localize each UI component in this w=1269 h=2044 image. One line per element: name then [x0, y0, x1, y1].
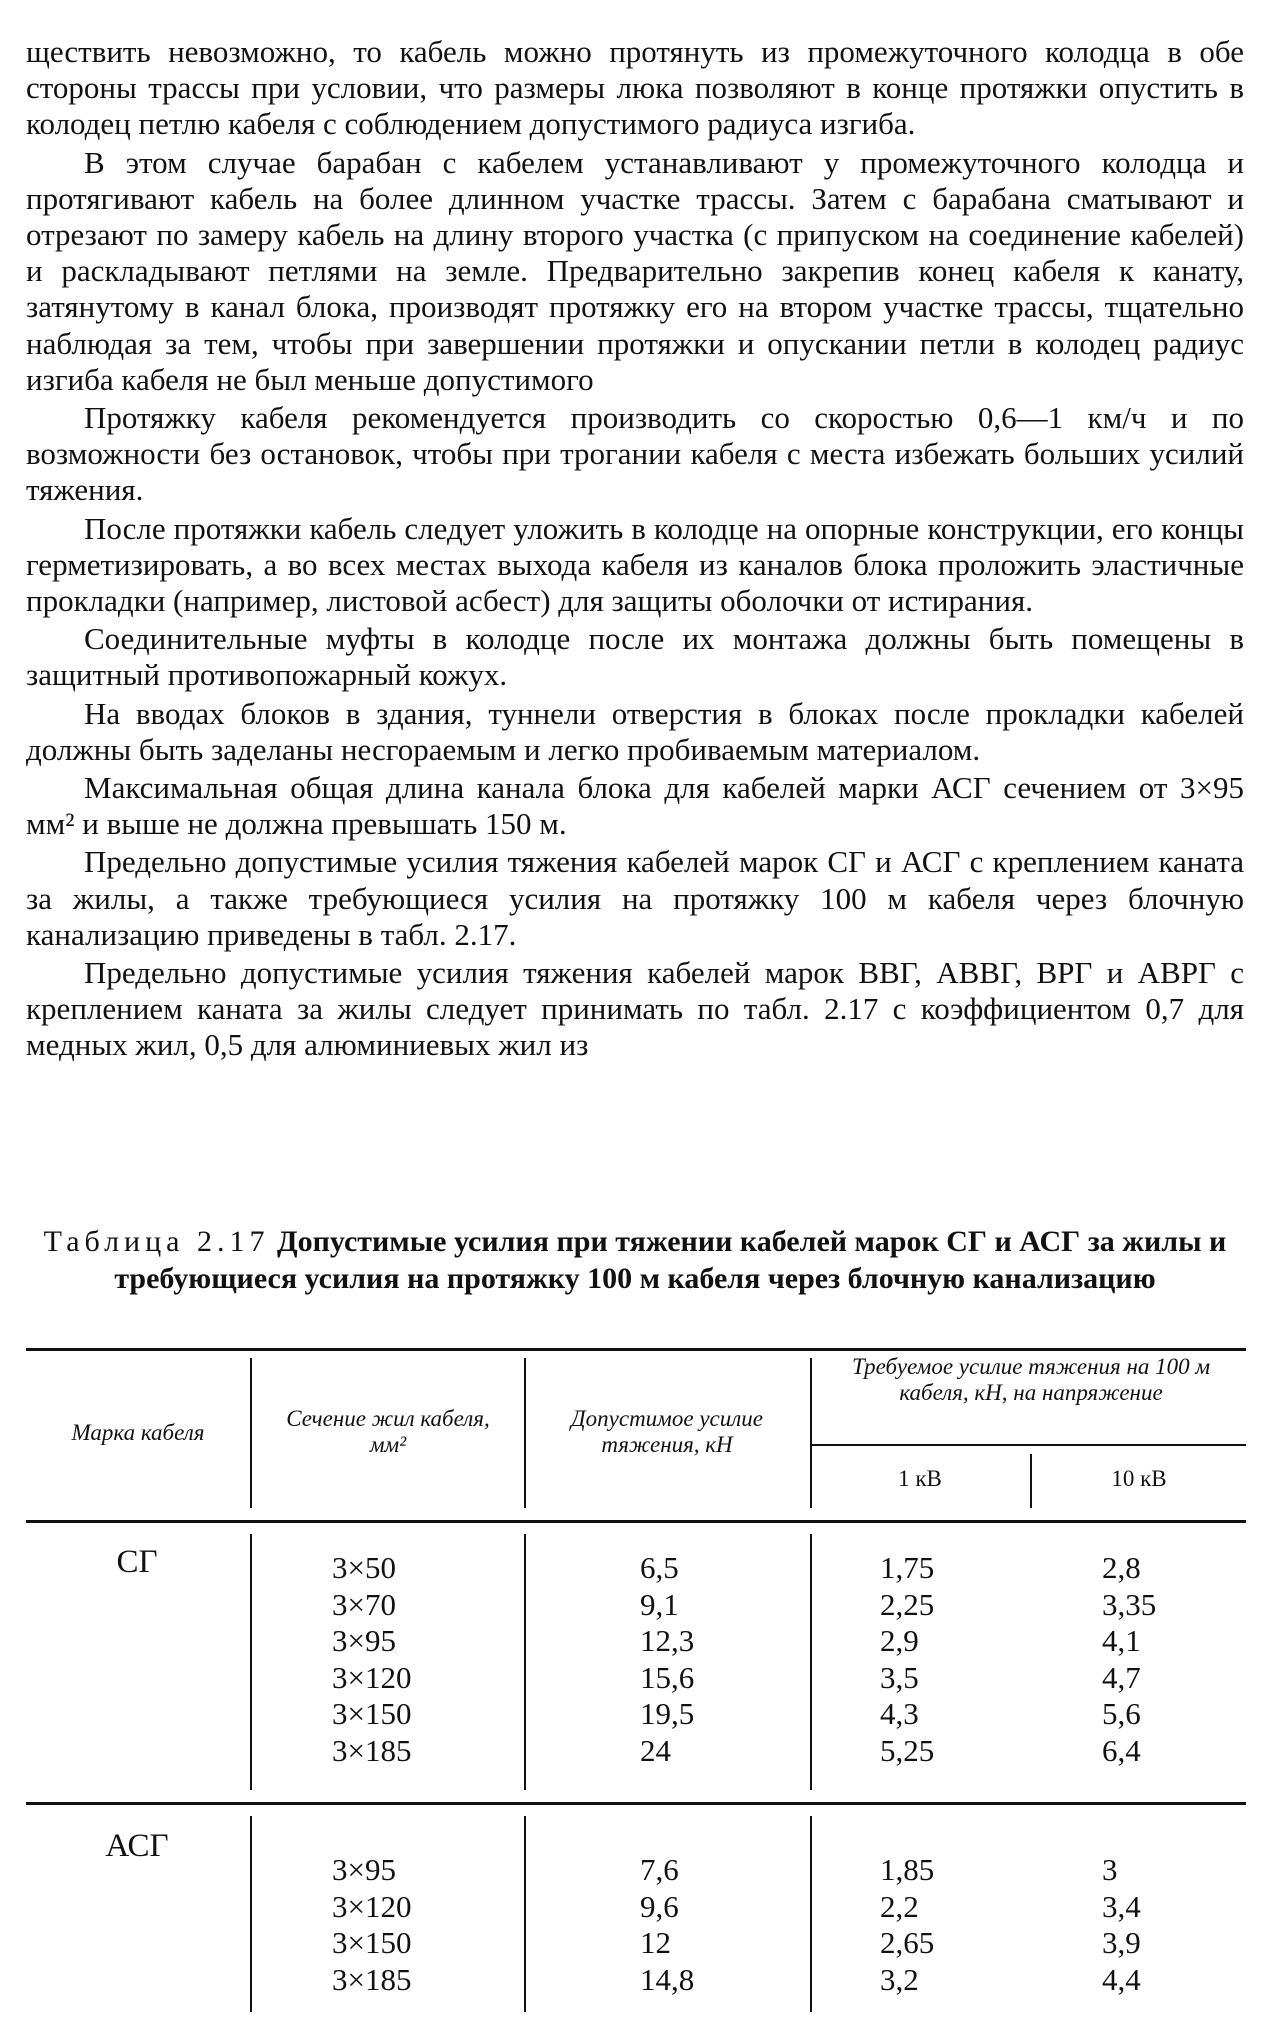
kv1-force-cell: 2,25 — [880, 1586, 935, 1622]
section-cell: 3×185 — [332, 1732, 412, 1768]
section-cell: 3×185 — [332, 1961, 412, 1997]
kv1-force-column — [880, 1550, 934, 1770]
section-cell: 3×120 — [332, 1659, 412, 1695]
table-header-rule — [26, 1520, 1246, 1523]
section-column — [332, 1550, 411, 1770]
paragraph: В этом случае барабан с кабелем устанавливают у промежуточного колодца и протягивают кабель на более длинном участке трассы. Затем с барабана сматывают и отрезают по замеру кабель на длину второго участка (с припуском на соединение кабелей) и раскладывают петлями на земле. Предварительно закрепив конец кабеля к канату, затянутому в канал блока, производят протяжку его на втором участке трассы, тщательно наблюдая за тем, чтобы при завершении протяжки и опускании петли в колодец радиус изгиба кабеля не был меньше допустимого — [26, 144, 1244, 397]
kv10-force-cell: 4,4 — [1102, 1961, 1141, 1997]
kv10-force-cell: 3,35 — [1102, 1586, 1157, 1622]
table-caption-label: Таблица 2.17 — [43, 1225, 270, 1258]
header-1kv: 1 кВ — [898, 1466, 942, 1491]
section-cell: 3×50 — [332, 1550, 396, 1585]
kv10-force-cell: 4,7 — [1102, 1659, 1141, 1695]
section-cell: 3×150 — [332, 1925, 412, 1961]
allowed-force-cell: 9,6 — [640, 1888, 679, 1924]
kv10-force-cell: 3 — [1102, 1852, 1118, 1887]
cable-brand: АСГ — [105, 1828, 169, 1864]
paragraph: Предельно допустимые усилия тяжения кабелей марок СГ и АСГ с креплением каната за жилы, а также требующиеся усилия на протяжку 100 м кабеля через блочную канализацию приведены в табл. 2.17. — [26, 844, 1244, 952]
table-top-rule — [26, 1348, 1246, 1351]
kv10-force-cell: 4,1 — [1102, 1623, 1141, 1659]
allowed-force-cell: 9,1 — [640, 1586, 679, 1622]
paragraph: Предельно допустимые усилия тяжения кабелей марок ВВГ, АВВГ, ВРГ и АВРГ с креплением каната за жилы следует принимать по табл. 2.17 с коэффициентом 0,7 для медных жил, 0,5 для алюминиевых жил из — [26, 955, 1244, 1063]
allowed-force-cell: 12,3 — [640, 1623, 695, 1659]
kv10-force-column — [1102, 1852, 1141, 1998]
kv1-force-column — [880, 1852, 934, 1998]
header-section: Сечение жил кабеля, мм² — [286, 1406, 490, 1457]
header-10kv: 10 кВ — [1111, 1466, 1167, 1491]
kv1-force-cell: 3,5 — [880, 1659, 919, 1695]
column-divider — [810, 1816, 812, 2012]
table-caption-title: Допустимые усилия при тяжении кабелей марок СГ и АСГ за жилы и требующиеся усилия на протяжку 100 м кабеля через блочную канализацию — [114, 1225, 1227, 1295]
paragraph: Соединительные муфты в колодце после их монтажа должны быть помещены в защитный противопожарный кожух. — [26, 621, 1244, 693]
paragraph: Протяжку кабеля рекомендуется производить со скоростью 0,6—1 км/ч и по возможности без остановок, чтобы при трогании кабеля с места избежать больших усилий тяжения. — [26, 400, 1244, 508]
paragraph: На вводах блоков в здания, туннели отверстия в блоках после прокладки кабелей должны быть заделаны несгораемым и легко пробиваемым материалом. — [26, 695, 1244, 767]
kv10-force-column — [1102, 1550, 1156, 1770]
allowed-force-cell: 7,6 — [640, 1852, 679, 1887]
kv1-force-cell: 2,9 — [880, 1623, 919, 1659]
section-cell: 3×95 — [332, 1852, 396, 1887]
allowed-force-column — [640, 1852, 694, 1998]
column-divider — [250, 1358, 252, 1508]
body-text — [26, 34, 1244, 1066]
section-cell: 3×150 — [332, 1696, 412, 1732]
kv10-force-cell: 3,4 — [1102, 1888, 1141, 1924]
kv10-force-cell: 6,4 — [1102, 1732, 1141, 1768]
section-column — [332, 1852, 411, 1998]
header-allowed-force: Допустимое усилие тяжения, кН — [571, 1406, 763, 1457]
column-divider — [524, 1534, 526, 1790]
header-required-force: Требуемое усилие тяжения на 100 м кабеля, кН, на напряжение — [851, 1354, 1211, 1405]
table-caption — [20, 1223, 1250, 1297]
kv1-force-cell: 1,85 — [880, 1852, 935, 1887]
allowed-force-cell: 12 — [640, 1925, 671, 1961]
header-brand: Марка кабеля — [71, 1420, 205, 1445]
kv1-force-cell: 1,75 — [880, 1550, 935, 1585]
section-cell: 3×70 — [332, 1586, 396, 1622]
kv1-force-cell: 5,25 — [880, 1732, 935, 1768]
allowed-force-cell: 24 — [640, 1732, 671, 1768]
column-divider — [524, 1358, 526, 1508]
paragraph: Максимальная общая длина канала блока для кабелей марки АСГ сечением от 3×95 мм² и выше не должна превышать 150 м. — [26, 770, 1244, 842]
cable-brand: СГ — [116, 1544, 158, 1580]
paragraph: ществить невозможно, то кабель можно протянуть из промежуточного колодца в обе стороны трассы при условии, что размеры люка позволяют в конце протяжки опустить в колодец петлю кабеля с соблюдением допустимого радиуса изгиба. — [26, 34, 1244, 142]
allowed-force-cell: 6,5 — [640, 1550, 679, 1585]
kv1-force-cell: 4,3 — [880, 1696, 919, 1732]
allowed-force-cell: 14,8 — [640, 1961, 695, 1997]
table-group-rule — [26, 1802, 1246, 1805]
kv1-force-cell: 3,2 — [880, 1961, 919, 1997]
kv10-force-cell: 3,9 — [1102, 1925, 1141, 1961]
kv10-force-cell: 2,8 — [1102, 1550, 1141, 1585]
kv1-force-cell: 2,65 — [880, 1925, 935, 1961]
section-cell: 3×95 — [332, 1623, 396, 1659]
allowed-force-cell: 19,5 — [640, 1696, 695, 1732]
kv1-force-cell: 2,2 — [880, 1888, 919, 1924]
column-divider — [810, 1534, 812, 1790]
kv10-force-cell: 5,6 — [1102, 1696, 1141, 1732]
column-divider — [524, 1816, 526, 2012]
allowed-force-cell: 15,6 — [640, 1659, 695, 1695]
paragraph: После протяжки кабель следует уложить в колодце на опорные конструкции, его концы герметизировать, а во всех местах выхода кабеля из каналов блока проложить эластичные прокладки (например, листовой асбест) для защиты оболочки от истирания. — [26, 510, 1244, 619]
data-table — [26, 1348, 1246, 2028]
allowed-force-column — [640, 1550, 694, 1770]
subheader-rule — [810, 1444, 1246, 1446]
section-cell: 3×120 — [332, 1888, 412, 1924]
